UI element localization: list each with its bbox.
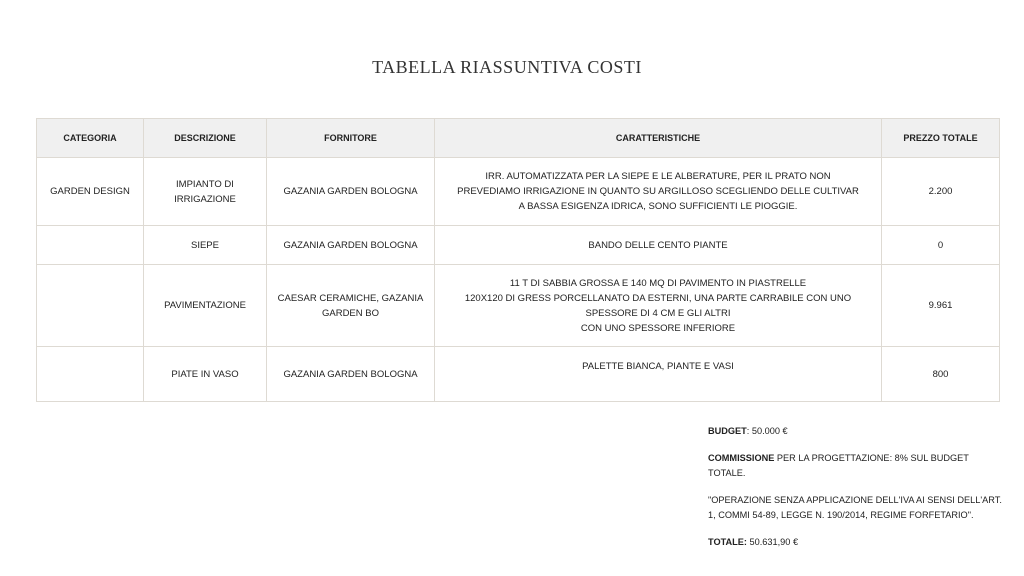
cell-categoria: GARDEN DESIGN (37, 158, 144, 226)
cell-fornitore: GAZANIA GARDEN BOLOGNA (267, 347, 435, 402)
cell-descrizione: PAVIMENTAZIONE (144, 265, 267, 347)
table-row (37, 226, 1000, 265)
cell-prezzo: 2.200 (882, 158, 1000, 226)
cell-caratteristiche: BANDO DELLE CENTO PIANTE (435, 226, 882, 265)
caratteristiche-line: 120X120 DI GRESS PORCELLANATO DA ESTERNI, UNA PARTE CARRABILE CON UNO SPESSORE DI 4 CM E GLI ALTRI (464, 292, 852, 319)
commissione-label: COMMISSIONE (708, 453, 775, 463)
cell-descrizione: PIATE IN VASO (144, 347, 267, 402)
cell-descrizione: IMPIANTO DI IRRIGAZIONE (144, 158, 267, 226)
budget-label: BUDGET (708, 426, 747, 436)
cell-descrizione: SIEPE (144, 226, 267, 265)
header-caratteristiche: CARATTERISTICHE (435, 119, 882, 158)
caratteristiche-line: 11 T DI SABBIA GROSSA E 140 MQ DI PAVIMENTO IN PIASTRELLE (509, 277, 807, 289)
table-row (37, 347, 1000, 402)
cell-categoria (37, 347, 144, 402)
totale-label: TOTALE: (708, 537, 747, 547)
totale-line (708, 535, 1004, 550)
cell-prezzo: 9.961 (882, 265, 1000, 347)
vat-note: "OPERAZIONE SENZA APPLICAZIONE DELL'IVA AI SENSI DELL'ART. 1, COMMI 54-89, LEGGE N. 190/2014, REGIME FORFETARIO". (708, 495, 1002, 520)
table-header-row (37, 119, 1000, 158)
cell-fornitore: GAZANIA GARDEN BOLOGNA (267, 158, 435, 226)
header-descrizione: DESCRIZIONE (144, 119, 267, 158)
cell-caratteristiche: PALETTE BIANCA, PIANTE E VASI (435, 347, 882, 402)
page-title: TABELLA RIASSUNTIVA COSTI (372, 57, 642, 77)
cost-summary-table (36, 118, 1000, 402)
caratteristiche-line: CON UNO SPESSORE INFERIORE (580, 322, 736, 334)
table-row (37, 265, 1000, 347)
cell-fornitore: CAESAR CERAMICHE, GAZANIA GARDEN BO (267, 265, 435, 347)
cell-prezzo: 0 (882, 226, 1000, 265)
totale-value: 50.631,90 € (746, 537, 799, 547)
cell-categoria (37, 265, 144, 347)
cell-categoria (37, 226, 144, 265)
header-categoria: CATEGORIA (37, 119, 144, 158)
header-prezzo-totale: PREZZO TOTALE (882, 119, 1000, 158)
header-fornitore: FORNITORE (267, 119, 435, 158)
table-row (37, 158, 1000, 226)
cell-prezzo: 800 (882, 347, 1000, 402)
cell-caratteristiche (435, 265, 882, 347)
commissione-line (708, 451, 1004, 481)
cost-summary-notes (708, 424, 1004, 562)
cell-caratteristiche: IRR. AUTOMATIZZATA PER LA SIEPE E LE ALBERATURE, PER IL PRATO NON PREVEDIAMO IRRIGAZIONE IN QUANTO SU ARGILLOSO SCEGLIENDO DELLE CULTIVAR A BASSA ESIGENZA IDRICA, SONO SUFFICIENTI LE PIOGGIE. (435, 158, 882, 226)
cell-fornitore: GAZANIA GARDEN BOLOGNA (267, 226, 435, 265)
commissione-value: PER LA PROGETTAZIONE: 8% SUL BUDGET TOTALE. (708, 453, 969, 478)
budget-line (708, 424, 1004, 439)
budget-value: : 50.000 € (746, 426, 788, 436)
